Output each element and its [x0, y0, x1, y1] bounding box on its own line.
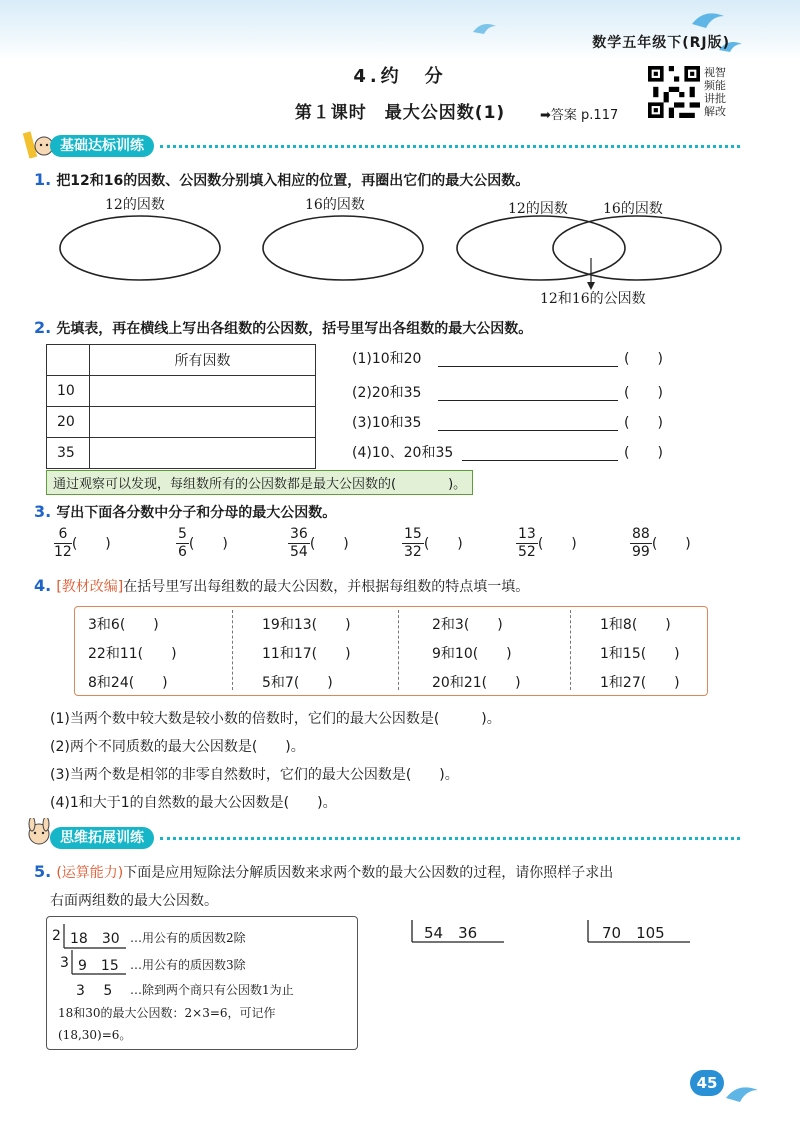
q4-sub-2: (2)两个不同质数的最大公因数是( )。 [50, 739, 305, 755]
venn-area [55, 212, 745, 292]
qr-code-icon[interactable] [648, 66, 700, 118]
answer-paren[interactable]: ( ) [624, 415, 663, 431]
gcd-pair[interactable]: 5和7( ) [262, 675, 333, 691]
row-label: 35 [47, 438, 90, 469]
answer-paren[interactable]: ( ) [624, 445, 663, 461]
answer-line[interactable] [462, 460, 618, 461]
fraction-item: $\frac{15}{32}$ ( ) [404, 526, 463, 560]
gcd-pair[interactable]: 9和10( ) [432, 646, 512, 662]
label-16-factors: 16的因数 [305, 197, 365, 213]
dolphin-icon [722, 1080, 762, 1106]
lesson-title: 第１课时 最大公因数(1) [294, 103, 506, 123]
divisor: 3 [60, 955, 69, 971]
q4-sub-4: (4)1和大于1的自然数的最大公因数是( )。 [50, 795, 337, 811]
question-4: 4. [教材改编]在括号里写出每组数的最大公因数，并根据每组数的特点填一填。 [34, 576, 530, 595]
problem-pair-2[interactable]: 70 105 [602, 924, 665, 942]
venn-right[interactable] [553, 216, 721, 280]
label-12-factors: 12的因数 [105, 197, 165, 213]
q4-sub-3: (3)当两个数是相邻的非零自然数时，它们的最大公因数是( )。 [50, 767, 459, 783]
answer-paren[interactable]: ( ) [624, 385, 663, 401]
book-title: 数学五年级下(RJ版) [592, 35, 730, 51]
label-16-factors-venn: 16的因数 [603, 201, 663, 217]
row-label: 20 [47, 407, 90, 438]
ellipse-16[interactable] [263, 216, 423, 280]
factors-cell-35[interactable] [90, 438, 316, 469]
question-5: 5. (运算能力)下面是应用短除法分解质因数来求两个数的最大公因数的过程，请你照样子求出 [34, 862, 614, 881]
gcd-pair[interactable]: 8和24( ) [88, 675, 168, 691]
factors-cell-10[interactable] [90, 376, 316, 407]
question-2: 2. 先填表，再在横线上写出各组数的公因数，括号里写出各组数的最大公因数。 [34, 318, 533, 337]
section-title-basic: 基础达标训练 [50, 135, 154, 157]
dolphin-icon [470, 18, 500, 38]
fraction-item: $\frac{13}{52}$ ( ) [518, 526, 577, 560]
answer-paren[interactable]: ( ) [624, 351, 663, 367]
step-note: …用公有的质因数3除 [130, 958, 246, 972]
q2-item-3: (3)10和35 [352, 415, 422, 431]
question-1: 1. 把12和16的因数、公因数分别填入相应的位置，再圈出它们的最大公因数。 [34, 170, 530, 189]
gcd-pair[interactable]: 1和27( ) [600, 675, 680, 691]
step-note: …除到两个商只有公因数1为止 [130, 983, 294, 997]
answer-ref: ➡答案 p.117 [540, 108, 619, 123]
quotients: 3 5 [76, 983, 113, 999]
gcd-pair[interactable]: 1和15( ) [600, 646, 680, 662]
example-conclusion: 18和30的最大公因数：2×3=6，可记作 [58, 1006, 276, 1020]
fraction-item: $\frac{5}{6}$ ( ) [178, 526, 228, 560]
gcd-pair[interactable]: 19和13( ) [262, 617, 351, 633]
fraction-item: $\frac{88}{99}$ ( ) [632, 526, 691, 560]
section-title-extended: 思维拓展训练 [50, 827, 154, 849]
answer-line[interactable] [438, 400, 618, 401]
gcd-pair[interactable]: 2和3( ) [432, 617, 503, 633]
gcd-pair[interactable]: 3和6( ) [88, 617, 159, 633]
gcd-pair[interactable]: 11和17( ) [262, 646, 351, 662]
observation-box: 通过观察可以发现，每组数所有的公因数都是最大公因数的( )。 [46, 470, 473, 495]
q4-sub-1: (1)当两个数中较大数是较小数的倍数时，它们的最大公因数是( )。 [50, 711, 501, 727]
section-divider [160, 837, 740, 840]
answer-line[interactable] [438, 366, 618, 367]
fraction-item: $\frac{6}{12}$ ( ) [54, 526, 111, 560]
section-divider [160, 145, 740, 148]
step-note: …用公有的质因数2除 [130, 931, 246, 945]
label-common-factors: 12和16的公因数 [540, 291, 646, 307]
q2-item-1: (1)10和20 [352, 351, 422, 367]
gcd-pair[interactable]: 20和21( ) [432, 675, 521, 691]
fraction-item: $\frac{36}{54}$ ( ) [290, 526, 349, 560]
question-3: 3. 写出下面各分数中分子和分母的最大公因数。 [34, 502, 337, 521]
dividends: 18 30 [70, 931, 120, 947]
row-label: 10 [47, 376, 90, 407]
arrow-right-icon: ➡ [540, 108, 551, 123]
q2-item-2: (2)20和35 [352, 385, 422, 401]
ellipse-12[interactable] [60, 216, 220, 280]
question-5-cont: 右面两组数的最大公因数。 [50, 893, 218, 909]
label-12-factors-venn: 12的因数 [508, 201, 568, 217]
factors-table [46, 344, 316, 469]
dividends: 9 15 [78, 958, 119, 974]
table-header: 所有因数 [90, 345, 316, 376]
problem-pair-1[interactable]: 54 36 [424, 924, 478, 942]
gcd-pair[interactable]: 1和8( ) [600, 617, 671, 633]
gcd-pair[interactable]: 22和11( ) [88, 646, 177, 662]
q2-item-4: (4)10、20和35 [352, 445, 454, 461]
chapter-title: 4.约 分 [353, 66, 447, 87]
tag-computing-ability: (运算能力) [56, 865, 124, 881]
dolphin-icon [688, 6, 728, 32]
venn-left[interactable] [457, 216, 625, 280]
answer-line[interactable] [438, 430, 618, 431]
tag-textbook-adapted: [教材改编] [56, 579, 124, 595]
divisor: 2 [52, 928, 61, 944]
qr-caption: 视智频能讲批解改 [704, 66, 726, 118]
factors-cell-20[interactable] [90, 407, 316, 438]
page-number: 45 [690, 1070, 724, 1096]
example-notation: (18,30)=6。 [58, 1028, 132, 1042]
